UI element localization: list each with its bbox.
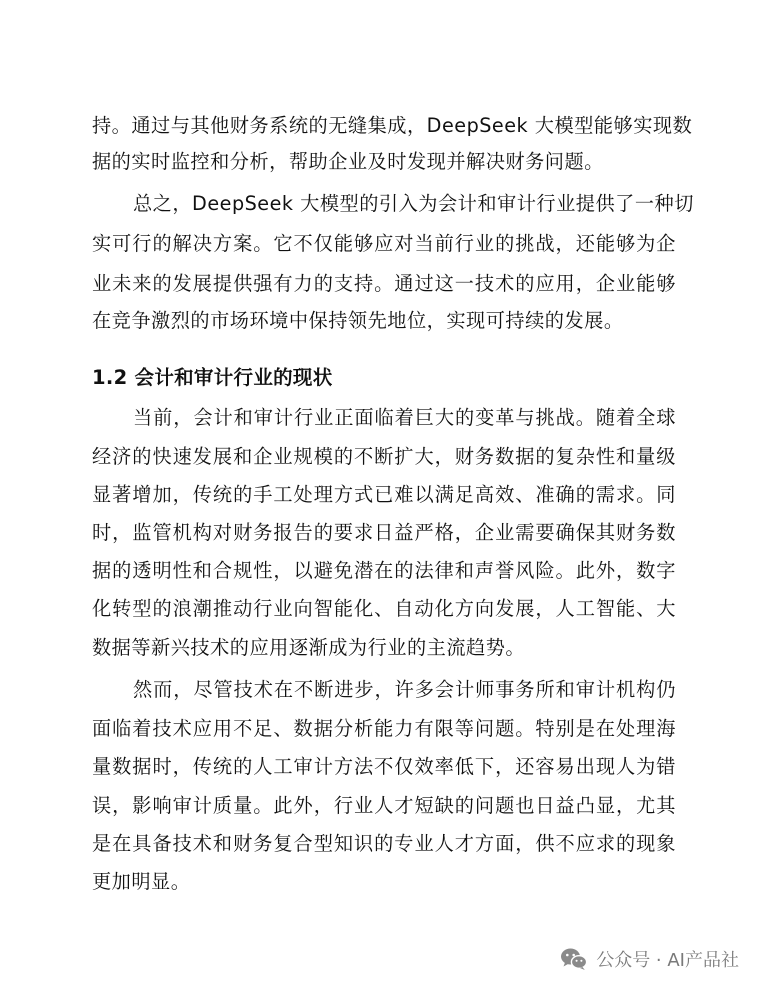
text-line: 持。通过与其他财务系统的无缝集成，DeepSeek 大模型能够实现数 [92,114,693,137]
text-line: 化转型的浪潮推动行业向智能化、自动化方向发展，人工智能、大 [92,597,676,620]
text-line: 是在具备技术和财务复合型知识的专业人才方面，供不应求的现象 [92,832,676,855]
text-line: 数据等新兴技术的应用逐渐成为行业的主流趋势。 [92,636,526,659]
text-line: 面临着技术应用不足、数据分析能力有限等问题。特别是在处理海 [92,717,676,740]
watermark-text: 公众号 · AI产品社 [596,950,739,971]
wechat-icon [560,947,588,971]
text-line: 据的实时监控和分析，帮助企业及时发现并解决财务问题。 [92,150,604,173]
watermark [560,945,739,973]
text-line: 业未来的发展提供强有力的支持。通过这一技术的应用，企业能够 [92,272,676,295]
text-line: 据的透明性和合规性，以避免潜在的法律和声誉风险。此外，数字 [92,559,676,582]
text-line: 误，影响审计质量。此外，行业人才短缺的问题也日益凸显，尤其 [92,794,676,817]
text-line: 经济的快速发展和企业规模的不断扩大，财务数据的复杂性和量级 [92,445,676,468]
text-line: 更加明显。 [92,870,191,893]
text-line: 总之，DeepSeek 大模型的引入为会计和审计行业提供了一种切 [133,192,694,215]
text-line: 量数据时，传统的人工审计方法不仅效率低下，还容易出现人为错 [92,755,676,778]
text-line: 显著增加，传统的手工处理方式已难以满足高效、准确的需求。同 [92,483,676,506]
text-line: 时，监管机构对财务报告的要求日益严格，企业需要确保其财务数 [92,521,676,544]
text-line: 在竞争激烈的市场环境中保持领先地位，实现可持续的发展。 [92,309,624,332]
text-line: 当前，会计和审计行业正面临着巨大的变革与挑战。随着全球 [133,406,676,429]
text-line: 实可行的解决方案。它不仅能够应对当前行业的挑战，还能够为企 [92,232,676,255]
text-line: 然而，尽管技术在不断进步，许多会计师事务所和审计机构仍 [133,678,676,701]
section-heading: 1.2 会计和审计行业的现状 [92,366,333,389]
